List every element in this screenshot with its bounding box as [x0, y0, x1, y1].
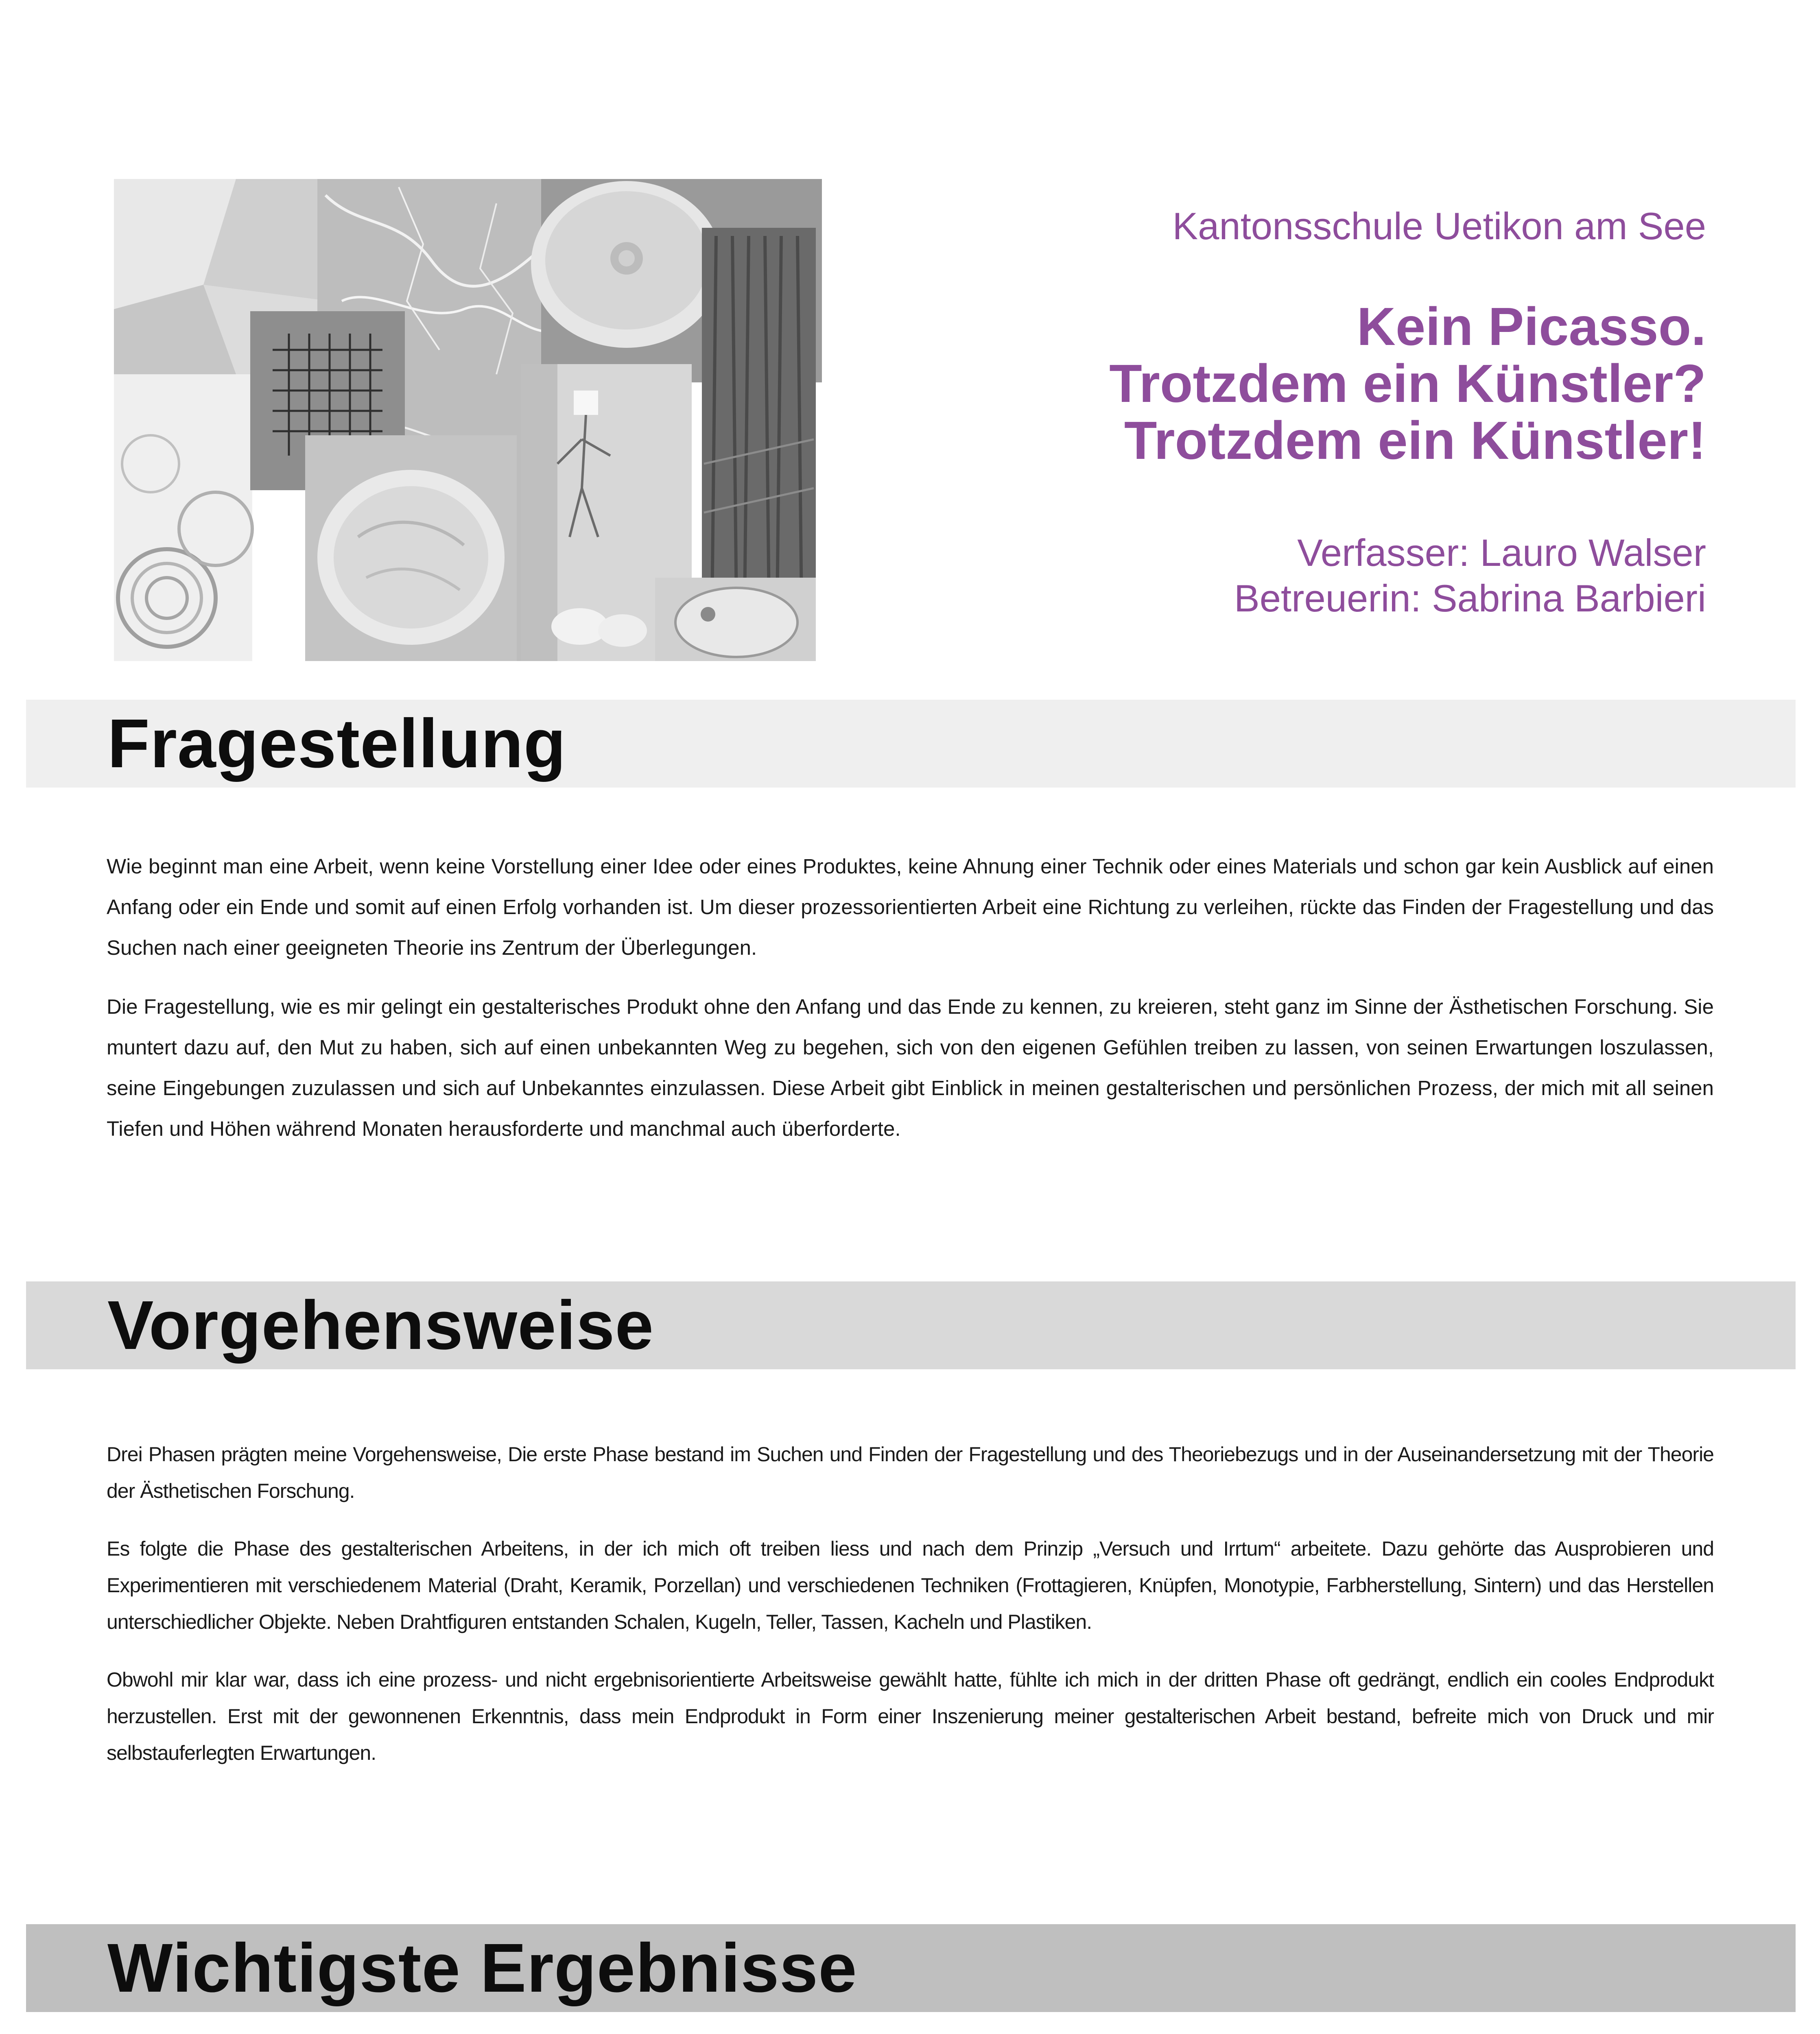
paragraph: Obwohl mir klar war, dass ich eine prozess- und nicht ergebnisorientierte Arbeitsweise gewählt hatte, fühlte ich mich in der dritten Phase oft gedrängt, endlich ein cooles Endprodukt herzustellen. Erst mit der gewonnenen Erkenntnis, dass mein Endprodukt in Form einer Inszenierung meiner gestalterischen Arbeit bestand, befreite mich von Druck und mir selbstauferlegten Erwartungen.	[107, 1668, 1714, 1764]
thesis-title	[892, 298, 1706, 469]
section-heading: Wichtigste Ergebnisse	[107, 1929, 857, 2007]
paragraph: Die Fragestellung, wie es mir gelingt ein gestalterisches Produkt ohne den Anfang und das Ende zu kennen, zu kreieren, steht ganz im Sinne der Ästhetischen Forschung. Sie muntert dazu auf, den Mut zu haben, sich auf einen unbekannten Weg zu begehen, sich von den eigenen Gefühlen treiben zu lassen, von seinen Erwartungen loszulassen, seine Eingebungen zuzulassen und sich auf Unbekanntes einzulassen. Diese Arbeit gibt Einblick in meinen gestalterischen und persönlichen Prozess, der mich mit all seinen Tiefen und Höhen während Monaten herausforderte und manchmal auch überforderte.	[107, 995, 1714, 1140]
title-line: Trotzdem ein Künstler?	[1109, 353, 1706, 413]
paragraph: Wie beginnt man eine Arbeit, wenn keine Vorstellung einer Idee oder eines Produktes, keine Ahnung einer Technik oder eines Materials und schon gar kein Ausblick auf einen Anfang oder ein Ende und somit auf einen Erfolg vorhanden ist. Um dieser prozessorientierten Arbeit eine Richtung zu verleihen, rückte das Finden der Fragestellung und das Suchen nach einer geeigneten Theorie ins Zentrum der Überlegungen.	[107, 855, 1714, 959]
artwork-collage-image	[114, 179, 822, 661]
graphite-rubbing-photo	[702, 228, 816, 614]
paragraph: Es folgte die Phase des gestalterischen Arbeitens, in der ich mich oft treiben liess und nach dem Prinzip „Versuch und Irrtum“ arbeitete. Dazu gehörte das Ausprobieren und Experimentieren mit verschiedenem Material (Draht, Keramik, Porzellan) und verschiedenen Techniken (Frottagieren, Knüpfen, Monotypie, Farbherstellung, Sintern) und das Herstellen unterschiedlicher Objekte. Neben Drahtfiguren entstanden Schalen, Kugeln, Teller, Tassen, Kacheln und Plastiken.	[107, 1537, 1714, 1633]
title-line: Trotzdem ein Künstler!	[1124, 410, 1706, 470]
paragraph: Drei Phasen prägten meine Vorgehensweise, Die erste Phase bestand im Suchen und Finden der Fragestellung und des Theoriebezugs und in der Auseinandersetzung mit der Theorie der Ästhetischen Forschung.	[107, 1443, 1714, 1502]
section-heading-band	[26, 1281, 1796, 1369]
section-heading: Fragestellung	[107, 705, 566, 782]
title-line: Kein Picasso.	[1357, 296, 1706, 356]
section-heading-band	[26, 700, 1796, 788]
section-body	[107, 1436, 1714, 1792]
author-name: Verfasser: Lauro Walser	[1297, 531, 1706, 574]
circular-print-photo	[114, 374, 252, 661]
section-heading: Vorgehensweise	[107, 1287, 654, 1364]
school-name: Kantonsschule Uetikon am See	[1172, 205, 1706, 247]
porcelain-plate-photo	[655, 578, 816, 661]
header-info	[892, 203, 1706, 622]
glass-bowl-photo	[305, 435, 517, 661]
supervisor-name: Betreuerin: Sabrina Barbieri	[1234, 577, 1706, 620]
section-heading-band	[26, 1924, 1796, 2012]
author-block	[892, 530, 1706, 622]
section-body	[107, 846, 1714, 1168]
